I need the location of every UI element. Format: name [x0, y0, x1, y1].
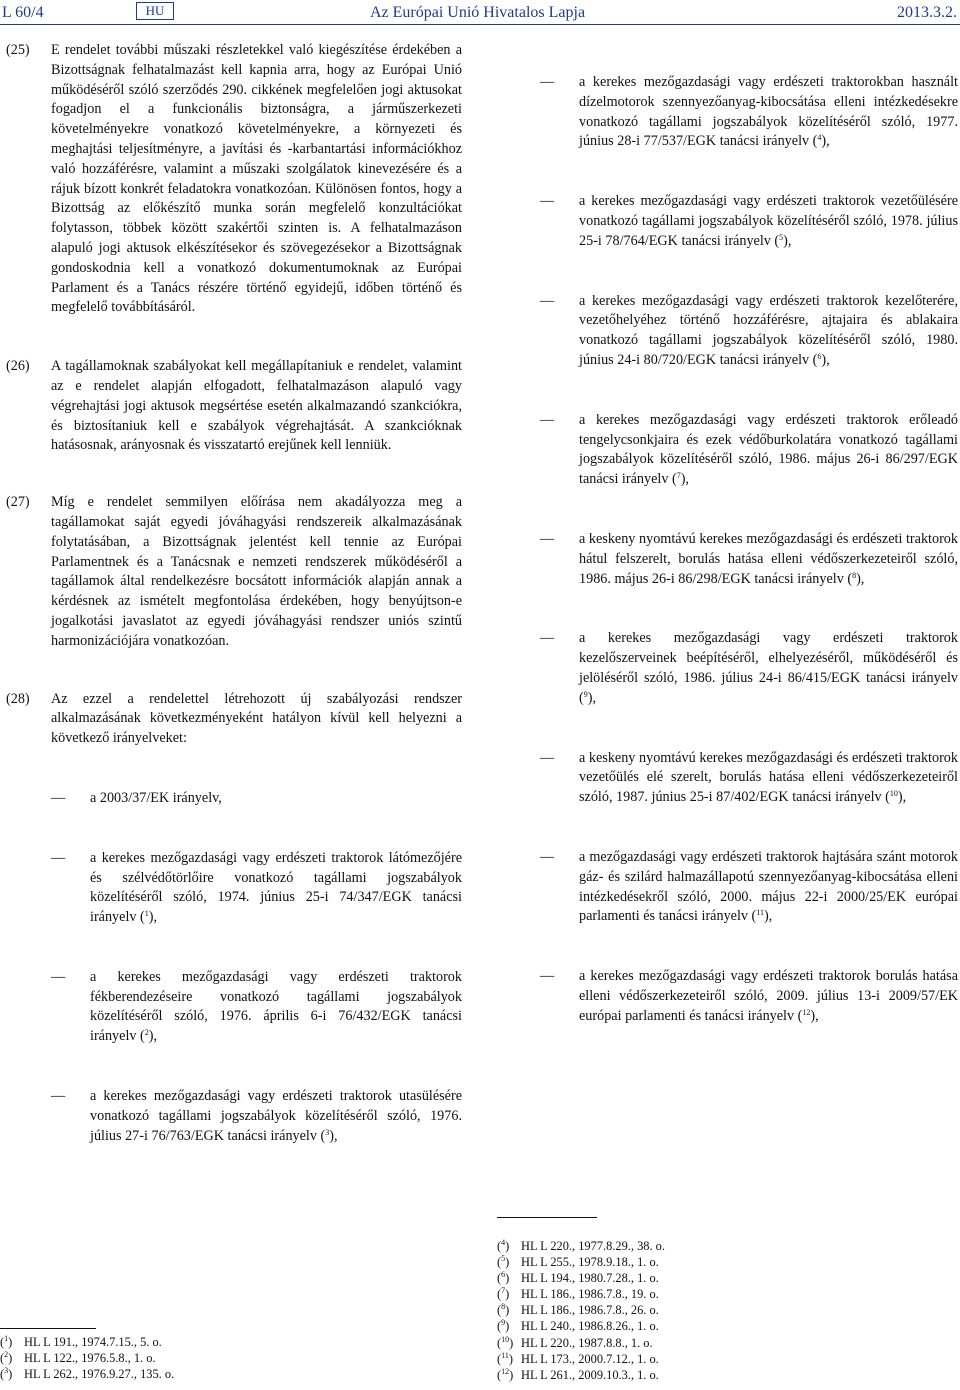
- recital-text: Míg e rendelet semmilyen előírása nem akadályozza meg a tagállamokat saját egyedi jóváhagyási rendszereik alkalmazásának folytatásában, a Bizottságnak jelentést kell tennie az Európai Parlamentnek és a Tanácsnak e nemzeti rendszerek működéséről a tagállamok által rendelkezésre bocsátott információk alapján annak a kérdésnek az ismételt megfontolása érdekében, hogy benyújtson-e jogalkotási javaslatot az egyedi jóváhagyási rendszer uniós szintű harmonizációjára vonatkozóan.: [51, 494, 462, 649]
- footnote: [497, 1351, 665, 1367]
- repealed-directive-item: [540, 73, 958, 152]
- repealed-directive-item: [540, 530, 958, 589]
- footnote-ref: 8: [852, 570, 857, 580]
- dash-bullet: —: [540, 848, 555, 865]
- dash-bullet: —: [51, 1088, 66, 1105]
- dash-bullet: —: [540, 630, 555, 647]
- footnote-mark: ($^8$): [497, 1302, 510, 1318]
- footnote-separator: [0, 1328, 96, 1329]
- item-text: a kerekes mezőgazdasági vagy erdészeti traktorok erőleadó tengelycsonkjaira és ezek védőburkolatára vonatkozó tagállami jogszabályok közelítéséről szóló, 1986. május 26-i 86/297/EGK tanácsi irányelv (: [579, 411, 958, 488]
- footnote: [497, 1254, 665, 1270]
- footnote: [497, 1367, 665, 1383]
- item-tail: ),: [810, 1007, 819, 1024]
- footnote-text: HL L 240., 1986.8.26., 1. o.: [521, 1319, 659, 1334]
- footnote-text: HL L 261., 2009.10.3., 1. o.: [521, 1367, 659, 1382]
- item-text: a kerekes mezőgazdasági vagy erdészeti traktorok kezelőszerveinek beépítéséről, elhelyezéséről, működéséről és jelöléséről szóló, 1986. július 24-i 86/415/EGK tanácsi irányelv (: [579, 630, 958, 706]
- footnote-number: 10: [501, 1334, 510, 1344]
- item-tail: ),: [148, 909, 158, 926]
- recital-number: (25): [6, 42, 30, 58]
- recital-28: [0, 690, 462, 1147]
- page-reference: L 60/4: [2, 4, 44, 21]
- repealed-directive-item: [540, 967, 958, 1026]
- recital-27: [0, 493, 462, 651]
- footnote-ref: 3: [325, 1127, 330, 1137]
- dash-bullet: —: [540, 968, 555, 985]
- footnote-text: HL L 186., 1986.7.8., 19. o.: [521, 1287, 659, 1302]
- repealed-directive-item: [51, 1087, 462, 1146]
- footnote-mark: ($^3$): [0, 1366, 13, 1382]
- dash-bullet: —: [540, 411, 555, 428]
- footnote-number: 6: [501, 1270, 506, 1280]
- dash-bullet: —: [540, 193, 555, 210]
- item-text: a kerekes mezőgazdasági vagy erdészeti traktorok látómezőjére és szélvédőtörlőire vonatkozó tagállami jogszabályok közelítéséről szóló, 1974. június 25-i 74/347/EGK tanácsi irányelv (: [90, 849, 462, 926]
- footnote-ref: 2: [144, 1028, 149, 1038]
- footnote: [0, 1350, 174, 1366]
- item-text: a kerekes mezőgazdasági vagy erdészeti traktorok borulás hatása elleni védőszerkezeteiről szóló, 2009. július 13-i 2009/57/EK európai parlamenti és tanácsi irányelv (: [579, 968, 958, 1024]
- dash-bullet: —: [51, 789, 66, 806]
- footnote-text: HL L 220., 1987.8.8., 1. o.: [521, 1335, 653, 1350]
- footnote-number: 7: [501, 1286, 506, 1296]
- footnote-number: 3: [4, 1366, 9, 1376]
- footnote-ref: 11: [756, 908, 764, 918]
- footnote: [497, 1286, 665, 1302]
- recital-25: [0, 41, 462, 318]
- footnote-ref: 5: [779, 232, 784, 242]
- footnote: [497, 1270, 665, 1286]
- footnote-ref: 1: [144, 909, 149, 919]
- footnote-mark: ($^{10}$): [497, 1334, 514, 1350]
- footnote: [0, 1334, 174, 1350]
- recital-number: (28): [6, 690, 30, 707]
- recital-text: Az ezzel a rendelettel létrehozott új szabályozási rendszer alkalmazásának következményeként hatályon kívül kell helyezni a következő irányelveket:: [51, 690, 462, 747]
- page-header: [0, 0, 960, 24]
- footnote-number: 9: [501, 1318, 506, 1328]
- recital-text: A tagállamoknak szabályokat kell megállapítaniuk e rendelet, valamint az e rendelet alapján elfogadott, felhatalmazáson alapuló vagy végrehajtási jogi aktusok megsértése esetén alkalmazandó szankciókra, és biztosítaniuk kell e szabályok végrehajtását. A szankcióknak hatásosnak, arányosnak és visszatartó erejűnek kell lenniük.: [51, 358, 462, 454]
- language-code-box: HU: [136, 2, 174, 20]
- dash-bullet: —: [540, 292, 555, 309]
- repealed-directive-item: [51, 789, 462, 809]
- recital-number: (26): [6, 358, 30, 375]
- item-tail: ),: [821, 133, 830, 150]
- footnote-ref: 6: [817, 351, 822, 361]
- dash-bullet: —: [540, 530, 555, 547]
- repealed-directive-item: [540, 411, 958, 490]
- repealed-directive-item: [51, 968, 462, 1047]
- footnote: [0, 1366, 174, 1382]
- footnote-mark: ($^7$): [497, 1286, 510, 1302]
- footnote-mark: ($^{11}$): [497, 1350, 513, 1366]
- left-column: [0, 40, 462, 1146]
- item-tail: ),: [897, 789, 907, 806]
- item-tail: ),: [763, 908, 773, 925]
- item-text: a kerekes mezőgazdasági vagy erdészeti traktorok utasülésére vonatkozó tagállami jogszabályok közelítéséről szóló, 1976. július 27-i 76/763/EGK tanácsi irányelv (: [90, 1088, 462, 1144]
- item-tail: ),: [856, 570, 865, 587]
- footnote-number: 8: [501, 1302, 506, 1312]
- dash-bullet: —: [51, 968, 66, 985]
- footnote-mark: ($^2$): [0, 1350, 13, 1366]
- item-tail: ),: [680, 471, 689, 488]
- footnote-text: HL L 191., 1974.7.15., 5. o.: [24, 1335, 162, 1349]
- footnote-number: 12: [501, 1366, 510, 1376]
- footnote-number: 1: [4, 1334, 9, 1343]
- footnote-text: HL L 262., 1976.9.27., 135. o.: [24, 1367, 175, 1382]
- footnote-ref: 10: [889, 789, 898, 799]
- footnote-mark: ($^{12}$): [497, 1366, 514, 1382]
- recital-26: [0, 357, 462, 456]
- recital-text: E rendelet további műszaki részletekkel való kiegészítése érdekében a Bizottságnak felhatalmazást kell kapnia arra, hogy az Európai Unió működéséről szóló szerződés 290. cikkének megfelelően jogi aktusokat fogadjon el a funkcionális biztonságra, a járműszerkezeti követelményekre vonatkozó követelményekre, a környezeti és meghajtási teljesítményre, a javítási és -karbantartási információkhoz való hozzáférésre, valamint a műszaki szolgálatok kinevezésére és a rájuk bízott konkrét feladatokra vonatkozóan. Különösen fontos, hogy a Bizottság az előkészítő munka során megfelelő konzultációkat folytasson, többek között szakértői szinten is. A felhatalmazáson alapuló jogi aktusok elkészítésekor és szövegezésekor a Bizottságnak gondoskodnia kell a vonatkozó dokumentumoknak az Európai Parlament és a Tanács részére történő egyidejű, időben történő és megfelelő továbbításáról.: [51, 42, 462, 316]
- dash-bullet: —: [51, 849, 66, 866]
- footnote-number: 4: [501, 1238, 506, 1247]
- item-text: a kerekes mezőgazdasági vagy erdészeti traktorok kezelőterére, vezetőhelyéhez történő hozzáférésre, ajtajaira és ablakaira vonatkozó tagállami jogszabályok közelítéséről szóló, 1980. június 24-i 80/720/EGK tanácsi irányelv (: [579, 292, 958, 368]
- footnote-ref: 7: [676, 471, 681, 481]
- footnote-ref: 4: [817, 133, 822, 143]
- footnote: [497, 1238, 665, 1254]
- footnote: [497, 1302, 665, 1318]
- repealed-directive-item: [540, 292, 958, 371]
- item-tail: ),: [821, 351, 830, 368]
- footnote-mark: ($^9$): [497, 1318, 510, 1334]
- header-rule: [0, 24, 960, 25]
- item-tail: ),: [587, 689, 597, 706]
- footnotes-left: [0, 1334, 174, 1382]
- right-column: [540, 73, 958, 1027]
- footnote-mark: ($^6$): [497, 1270, 510, 1286]
- item-text: a keskeny nyomtávú kerekes mezőgazdasági és erdészeti traktorok hátul felszerelt, borulás hatása elleni védőszerkezeteiről szóló, 1986. május 26-i 86/298/EGK tanácsi irányelv (: [579, 530, 958, 587]
- item-text: a 2003/37/EK irányelv,: [90, 789, 222, 806]
- footnote: [497, 1318, 665, 1334]
- footnote-ref: 12: [802, 1007, 811, 1017]
- footnote-number: 11: [501, 1350, 509, 1360]
- footnote-text: HL L 255., 1978.9.18., 1. o.: [521, 1255, 659, 1270]
- item-text: a mezőgazdasági vagy erdészeti traktorok hajtására szánt motorok gáz- és szilárd halmazállapotú szennyezőanyag-kibocsátása elleni intézkedésekről szóló, 2000. május 22-i 2000/25/EK európai parlamenti és tanácsi irányelv (: [579, 848, 958, 925]
- item-tail: ),: [329, 1127, 338, 1144]
- footnote-number: 2: [4, 1350, 9, 1360]
- footnote-text: HL L 173., 2000.7.12., 1. o.: [521, 1351, 659, 1366]
- item-text: a kerekes mezőgazdasági vagy erdészeti traktorok fékberendezéseire vonatkozó tagállami jogszabályok közelítéséről szóló, 1976. április 6-i 76/432/EGK tanácsi irányelv (: [90, 968, 462, 1045]
- repealed-directive-item: [540, 848, 958, 927]
- repealed-directive-item: [540, 192, 958, 251]
- footnote-mark: ($^1$): [0, 1334, 13, 1349]
- footnote-number: 5: [501, 1254, 506, 1264]
- publication-date: 2013.3.2.: [897, 4, 957, 21]
- footnote-mark: ($^5$): [497, 1254, 510, 1270]
- dash-bullet: —: [540, 74, 555, 90]
- footnote-text: HL L 194., 1980.7.28., 1. o.: [521, 1271, 659, 1286]
- journal-title: Az Európai Unió Hivatalos Lapja: [370, 4, 586, 21]
- footnote-text: HL L 122., 1976.5.8., 1. o.: [24, 1351, 156, 1366]
- item-tail: ),: [783, 232, 792, 249]
- repealed-directive-item: [540, 749, 958, 808]
- footnotes-right: [497, 1238, 665, 1383]
- footnote-mark: ($^4$): [497, 1238, 510, 1253]
- footnote-text: HL L 186., 1986.7.8., 26. o.: [521, 1303, 659, 1318]
- item-text: a kerekes mezőgazdasági vagy erdészeti traktorokban használt dízelmotorok szennyezőanyag-kibocsátása elleni intézkedésekre vonatkozó tagállami jogszabályok közelítéséről szóló, 1977. június 28-i 77/537/EGK tanácsi irányelv (: [579, 74, 958, 150]
- repealed-directive-item: [540, 629, 958, 708]
- item-tail: ),: [148, 1028, 158, 1045]
- dash-bullet: —: [540, 749, 555, 766]
- item-text: a kerekes mezőgazdasági vagy erdészeti traktorok vezetőülésére vonatkozó tagállami jogszabályok közelítéséről szóló, 1978. július 25-i 78/764/EGK tanácsi irányelv (: [579, 193, 958, 249]
- footnote-separator: [497, 1217, 597, 1218]
- footnote-ref: 9: [583, 689, 588, 699]
- repealed-directive-item: [51, 849, 462, 928]
- recital-number: (27): [6, 494, 30, 511]
- footnote-text: HL L 220., 1977.8.29., 38. o.: [521, 1239, 665, 1253]
- footnote: [497, 1335, 665, 1351]
- item-text: a keskeny nyomtávú kerekes mezőgazdasági és erdészeti traktorok vezetőülés elé szerelt, borulás hatása elleni védőszerkezeteiről szóló, 1987. június 25-i 87/402/EGK tanácsi irányelv (: [579, 749, 958, 806]
